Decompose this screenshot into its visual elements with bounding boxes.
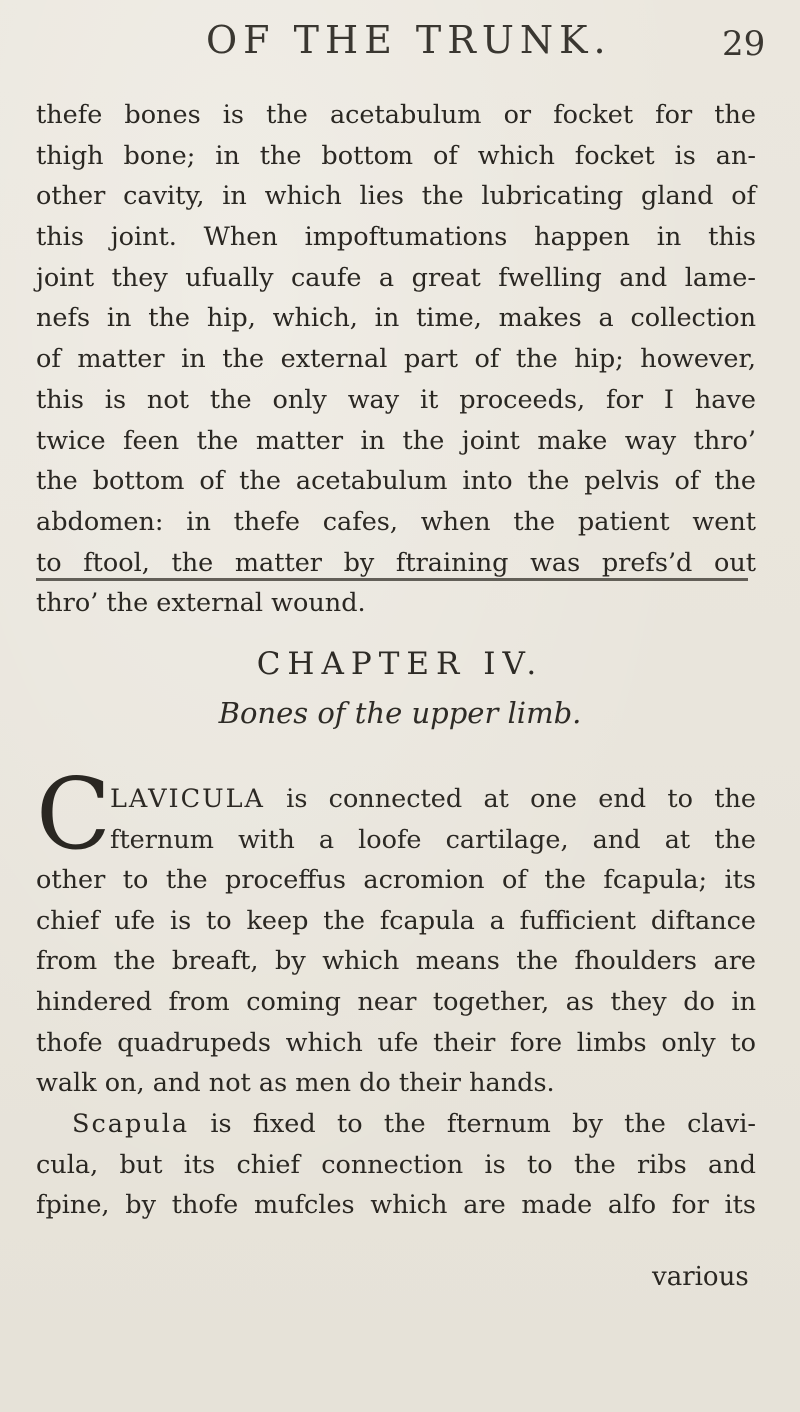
- text-line: twice feen the matter in the joint make way thro’: [36, 425, 756, 456]
- text-line: thigh bone; in the bottom of which focket is an-: [36, 140, 756, 171]
- line-rest: is connected at one end to the: [264, 784, 756, 814]
- text-line: hindered from coming near together, as they do in: [36, 987, 756, 1018]
- text-line: cula, but its chief connection is to the ribs and: [36, 1149, 756, 1180]
- clavicula-paragraph: [36, 860, 756, 1104]
- line-rest: is fixed to the fternum by the clavi-: [189, 1109, 756, 1139]
- text-line: from the breaft, by which means the fhoulders are: [36, 946, 756, 977]
- clavicula-opening-lines: [110, 779, 756, 860]
- text-line: other cavity, in which lies the lubricating gland of: [36, 181, 756, 212]
- top-paragraph: [36, 95, 756, 624]
- text-line: of matter in the external part of the hip; however,: [36, 344, 756, 375]
- chapter-heading: CHAPTER IV.: [256, 646, 544, 682]
- text-line: this joint. When impoftumations happen in this: [36, 222, 756, 253]
- text-line: fpine, by thofe mufcles which are made alfo for its: [36, 1190, 756, 1221]
- scapula-paragraph: [36, 1104, 756, 1226]
- catchword: various: [652, 1262, 749, 1292]
- text-line: joint they ufually caufe a great fwelling and lame-: [36, 262, 756, 293]
- text-line: the bottom of the acetabulum into the pelvis of the: [36, 466, 756, 497]
- text-line: to ftool, the matter by ftraining was prefs’d out: [36, 547, 756, 578]
- text-line: [36, 1104, 756, 1145]
- text-line: this is not the only way it proceeds, for I have: [36, 384, 756, 415]
- running-title: OF THE TRUNK.: [206, 18, 612, 62]
- text-line: thofe quadrupeds which ufe their fore limbs only to: [36, 1027, 756, 1058]
- drop-capital: C: [36, 758, 111, 872]
- section-divider-rule: [36, 578, 748, 581]
- lead-word: Scapula: [72, 1109, 190, 1139]
- chapter-subtitle: Bones of the upper limb.: [218, 696, 582, 730]
- lead-word: LAVICULA: [110, 784, 265, 814]
- text-line: chief ufe is to keep the fcapula a fufficient diftance: [36, 905, 756, 936]
- page-number: 29: [722, 24, 766, 64]
- text-line: thefe bones is the acetabulum or focket for the: [36, 100, 756, 130]
- text-line: nefs in the hip, which, in time, makes a collection: [36, 303, 756, 334]
- text-line: other to the proceffus acromion of the fcapula; its: [36, 865, 756, 895]
- text-line: thro’ the external wound.: [36, 588, 366, 619]
- text-line: abdomen: in thefe cafes, when the patient went: [36, 506, 756, 537]
- running-head: [0, 18, 800, 74]
- text-line: walk on, and not as men do their hands.: [36, 1068, 555, 1099]
- text-line: [110, 779, 756, 820]
- text-line: fternum with a loofe cartilage, and at the: [110, 824, 756, 855]
